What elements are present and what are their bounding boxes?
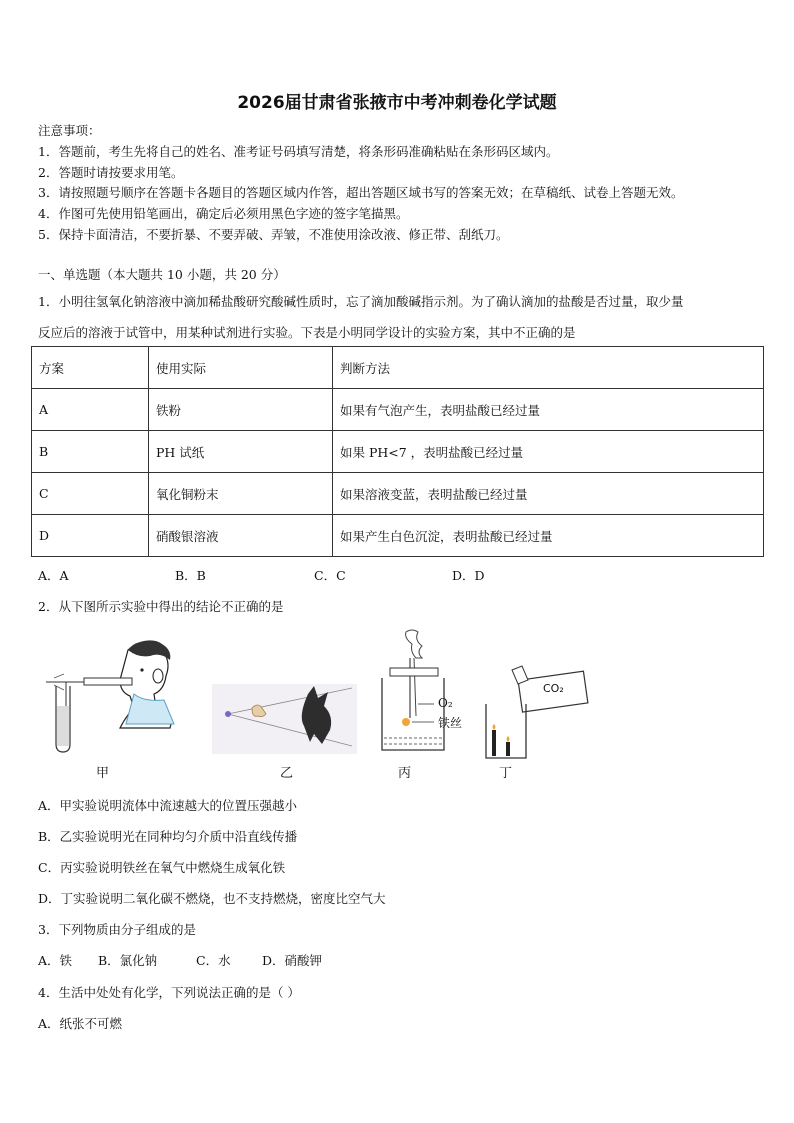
q2-figures <box>40 628 600 780</box>
table-cell: D <box>32 515 149 557</box>
table-row <box>32 473 764 515</box>
notice-item: 3．请按照题号顺序在答题卡各题目的答题区域内作答，超出答题区域书写的答案无效；在草稿纸、试卷上答题无效。 <box>38 185 684 200</box>
table-header-row <box>32 347 764 389</box>
q3-stem: 3．下列物质由分子组成的是 <box>38 922 196 937</box>
table-header-cell: 方案 <box>32 347 149 389</box>
notice-item: 2．答题时请按要求用笔。 <box>38 165 184 180</box>
q3-option-a: A．铁 <box>38 953 73 968</box>
table-cell: A <box>32 389 149 431</box>
section-heading: 一、单选题（本大题共 10 小题，共 20 分） <box>38 267 286 282</box>
table-cell: 如果溶液变蓝，表明盐酸已经过量 <box>333 473 764 515</box>
q2-option-b: B．乙实验说明光在同种均匀介质中沿直线传播 <box>38 829 298 844</box>
table-cell: PH 试纸 <box>149 431 333 473</box>
table-row <box>32 431 764 473</box>
table-cell: 铁粉 <box>149 389 333 431</box>
table-row <box>32 389 764 431</box>
notice-item: 1．答题前，考生先将自己的姓名、准考证号码填写清楚，将条形码准确粘贴在条形码区域内。 <box>38 144 559 159</box>
q4-stem: 4．生活中处处有化学，下列说法正确的是（ ） <box>38 985 300 1000</box>
table-header-cell: 使用实际 <box>149 347 333 389</box>
table-cell: 如果 PH<7 ，表明盐酸已经过量 <box>333 431 764 473</box>
figure-bing <box>376 628 486 758</box>
co2-label: CO₂ <box>543 682 564 695</box>
figure-yi <box>212 684 357 754</box>
q2-stem: 2．从下图所示实验中得出的结论不正确的是 <box>38 599 284 614</box>
q1-stem-line2: 反应后的溶液于试管中，用某种试剂进行实验。下表是小明同学设计的实验方案，其中不正确的是 <box>38 325 576 340</box>
q2-option-a: A．甲实验说明流体中流速越大的位置压强越小 <box>38 798 298 813</box>
figure-ding <box>480 664 600 764</box>
q4-option-a: A．纸张不可燃 <box>38 1016 123 1031</box>
q1-option-b: B．B <box>175 568 206 583</box>
figure-caption-ding: 丁 <box>499 766 513 781</box>
q1-option-c: C．C <box>314 568 346 583</box>
q1-stem-line1: 1．小明往氢氧化钠溶液中滴加稀盐酸研究酸碱性质时，忘了滴加酸碱指示剂。为了确认滴加的盐酸是否过量，取少量 <box>38 294 684 309</box>
table-cell: C <box>32 473 149 515</box>
table-cell: 硝酸银溶液 <box>149 515 333 557</box>
o2-label: O₂ <box>438 696 453 710</box>
q2-option-d: D．丁实验说明二氧化碳不燃烧，也不支持燃烧，密度比空气大 <box>38 891 386 906</box>
figure-caption-jia: 甲 <box>96 766 110 781</box>
notice-item: 5．保持卡面清洁，不要折暴、不要弄破、弄皱，不准使用涂改液、修正带、刮纸刀。 <box>38 227 509 242</box>
table-header-cell: 判断方法 <box>333 347 764 389</box>
table-cell: B <box>32 431 149 473</box>
table-row <box>32 515 764 557</box>
figure-jia <box>40 628 180 758</box>
table-cell: 如果产生白色沉淀，表明盐酸已经过量 <box>333 515 764 557</box>
q1-option-a: A．A <box>38 568 69 583</box>
notice-item: 4．作图可先使用铅笔画出，确定后必须用黑色字迹的签字笔描黑。 <box>38 206 409 221</box>
iron-wire-label: 铁丝 <box>438 716 463 730</box>
table-cell: 如果有气泡产生，表明盐酸已经过量 <box>333 389 764 431</box>
q2-option-c: C．丙实验说明铁丝在氧气中燃烧生成氧化铁 <box>38 860 286 875</box>
notice-heading: 注意事项： <box>38 123 101 138</box>
q3-option-d: D．硝酸钾 <box>262 953 323 968</box>
table-cell: 氧化铜粉末 <box>149 473 333 515</box>
q3-option-b: B．氯化钠 <box>98 953 158 968</box>
figure-caption-bing: 丙 <box>398 766 412 781</box>
q3-option-c: C．水 <box>196 953 231 968</box>
figure-caption-yi: 乙 <box>280 766 294 781</box>
page-title: 2026届甘肃省张掖市中考冲刺卷化学试题 <box>237 93 557 113</box>
q1-option-d: D．D <box>452 568 485 583</box>
q1-scheme-table <box>31 346 764 557</box>
